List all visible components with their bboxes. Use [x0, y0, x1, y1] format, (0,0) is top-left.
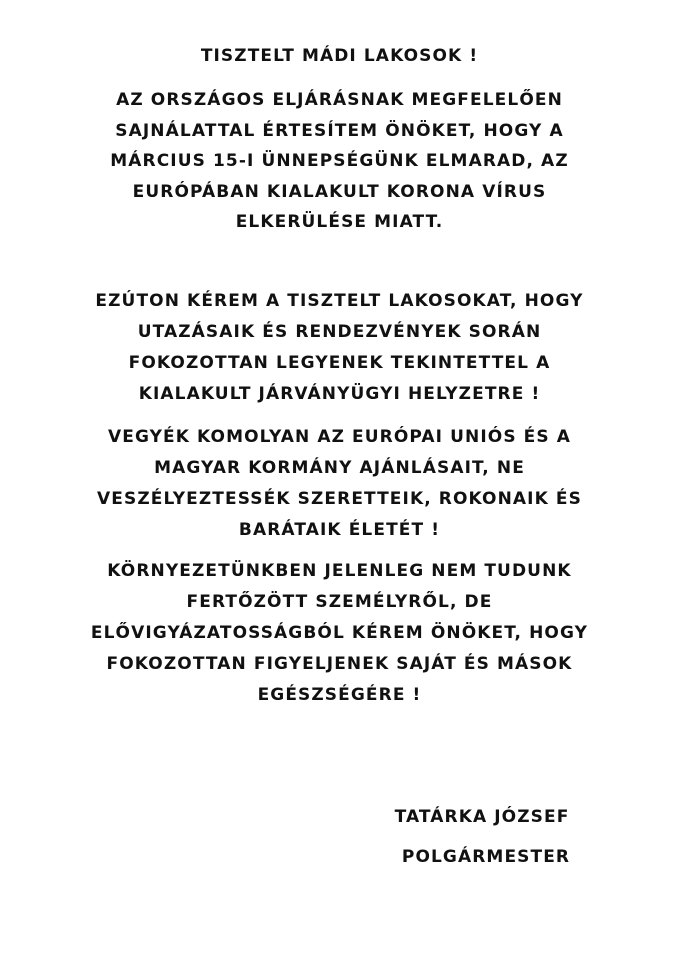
paragraph2-line-3: FOKOZOTTAN LEGYENEK TEKINTETTEL A [128, 353, 551, 373]
paragraph2-line-4: KIALAKULT JÁRVÁNYÜGYI HELYZETRE ! [138, 384, 541, 404]
paragraph1-line-2: SAJNÁLATTAL ÉRTESÍTEM ÖNÖKET, HOGY A [115, 121, 564, 141]
paragraph3-line-1: VEGYÉK KOMOLYAN AZ EURÓPAI UNIÓS ÉS A [107, 427, 572, 447]
paragraph1-line-1: AZ ORSZÁGOS ELJÁRÁSNAK MEGFELELŐEN [116, 90, 563, 110]
paragraph2-line-2: UTAZÁSAIK ÉS RENDEZVÉNYEK SORÁN [137, 322, 542, 342]
paragraph1-line-4: EURÓPÁBAN KIALAKULT KORONA VÍRUS [132, 182, 547, 202]
paragraph3-line-2: MAGYAR KORMÁNY AJÁNLÁSAIT, NE [154, 458, 525, 478]
paragraph2-line-1: EZÚTON KÉREM A TISZTELT LAKOSOKAT, HOGY [95, 291, 584, 311]
paragraph3-line-3: VESZÉLYEZTESSÉK SZERETTEIK, ROKONAIK ÉS [97, 489, 582, 509]
paragraph4-line-5: EGÉSZSÉGÉRE ! [257, 685, 422, 705]
paragraph3-line-4: BARÁTAIK ÉLETÉT ! [238, 520, 441, 540]
salutation: TISZTELT MÁDI LAKOSOK ! [200, 46, 479, 66]
paragraph4-line-3: ELŐVIGYÁZATOSSÁGBÓL KÉREM ÖNÖKET, HOGY [90, 623, 589, 643]
paragraph1-line-3: MÁRCIUS 15-I ÜNNEPSÉGÜNK ELMARAD, AZ [110, 151, 569, 171]
paragraph4-line-2: FERTŐZÖTT SZEMÉLYRŐL, DE [186, 592, 493, 612]
paragraph4-line-4: FOKOZOTTAN FIGYELJENEK SAJÁT ÉS MÁSOK [106, 654, 573, 674]
signature-name: TATÁRKA JÓZSEF [394, 807, 570, 827]
paragraph4-line-1: KÖRNYEZETÜNKBEN JELENLEG NEM TUDUNK [107, 561, 572, 581]
paragraph1-line-5: ELKERÜLÉSE MIATT. [235, 212, 444, 232]
signature-title: POLGÁRMESTER [401, 847, 571, 867]
